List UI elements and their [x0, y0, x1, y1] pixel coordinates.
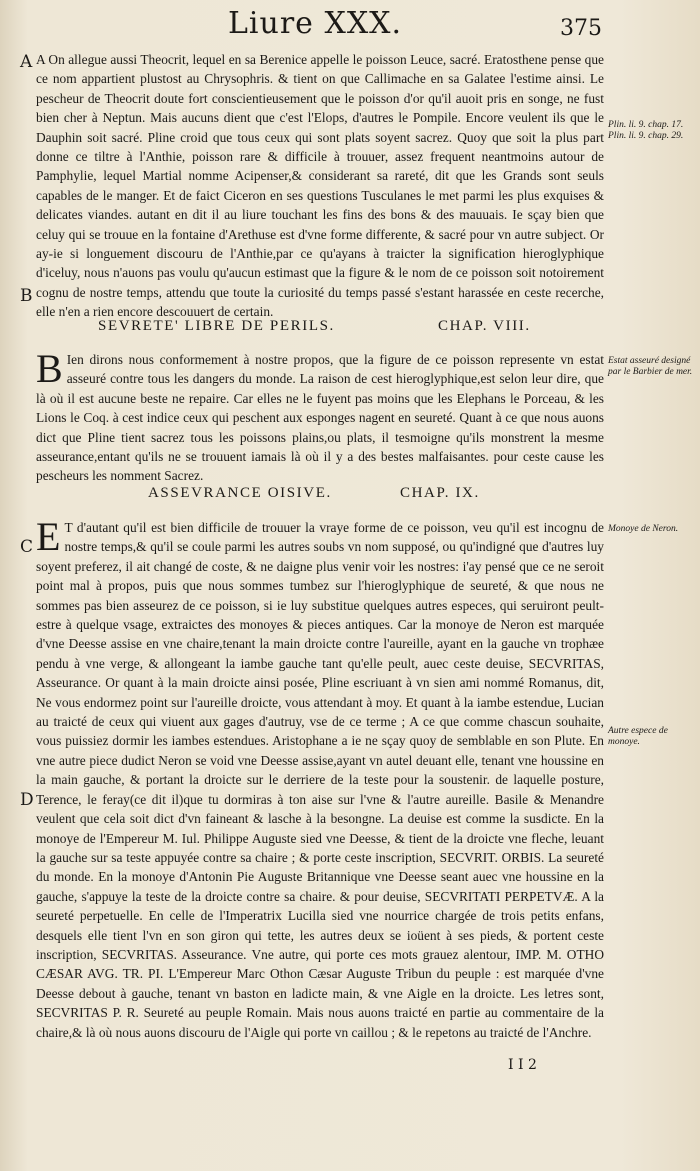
paragraph-text: A On allegue aussi Theocrit, lequel en sa Berenice appelle le poisson Leuce, sacré. Eratosthene pense que ce nom appartient plustost au Chrysophris. & tient on que Callimache en sa Galatee l'estime ainsi. Le pescheur de Theocrit doute fort conscientieusement que le poisson d'or qu'il auoit pris en songe, ne fust bien cher à Neptun. Mais aucuns dient que c'est l'Elops, d'autres le Pompile. Encore veulent ils que le Dauphin soit sacré. Pline croid que tous ceux qui sont plats soyent sacrez. Quoy que soit la plus part donne ce tiltre à l'Anthie, poisson rare & difficile à trouuer, assez frequent neantmoins autour de Pamphylie, lequel Martial nomme Acipenser,& considerant sa rareté, dit que les Grands sont seuls capables de le manger. Et de faict Ciceron en ses questions Tusculanes le met parmi les plus exquises & delicates viandes. autant en dit il au liure touchant les fins des bons & des mauuais. Ie sçay bien que celuy qui se trouue en la fontaine d'Arethuse est d'vne forme differente, & sacré pour vn autre subject. Or ay-ie si longuement discouru de l'Anthie,par ce qu'ayans à traicter la signification hieroglyphique d'iceluy, nous n'auons pas voulu qu'aucun estimast que la figure & le nom de ce poisson soit notoirement cognu de nostre temps, attendu que toute la curiosité du temps passé s'estant harassée en ceste recerche, elle n'en a rien encore descouuert de certain.: [36, 52, 604, 320]
section-heading: ASSEVRANCE OISIVE.: [148, 485, 332, 501]
margin-letter-c: C: [20, 537, 34, 557]
chapter-label: CHAP. IX.: [400, 485, 480, 501]
margin-letter-b: B: [20, 286, 33, 306]
page-header: [0, 4, 700, 44]
side-note-estat: Estat asseuré designé par le Barbier de mer.: [608, 356, 693, 377]
side-note-monoye: Monoye de Neron.: [608, 524, 679, 534]
paragraph-text: T d'autant qu'il est bien difficile de trouuer la vraye forme de ce poisson, veu qu'il est incognu de nostre temps,& qu'il se coule parmi les autres soubs vn nom supposé, ou qu'indigné que d'autres luy soyent preferez, il ait changé de coste, & ne daigne plus venir voir les nostres: i'ay pensé que ce ne seroit point mal à propos, puis que nous sommes tumbez sur l'hieroglyphique de seureté, & que nous ne sommes pas bien asseurez de ce poisson, si ie luy substitue quelques autres especes, qui seruiront peult-estre à quelque vsage, extraictes des monoyes & pieces antiques. Car la monoye de Neron est marquée d'vne Deesse assise en vne chaire,tenant la main droicte contre l'aureille, ayant en la gauche vn trophæe pendu à vne verge, & allongeant la iambe gauche tant qu'elle peult, auec ceste deuise, SECVRITAS, Asseurance. Or quant à la main droicte ainsi posée, Pline escriuant à vn sien ami nommé Romanus, dit, Ne vous endormez point sur l'aureille droicte, vous attendant à moy. Et quant à la iambe estendue, Lucian au traicté de ceux qui viuent aux gages d'autruy, vse de ce terme ; A ce que comme chascun souhaite, vous puissiez dormir les iambes estendues. Aristophane a ie ne sçay quoy de semblable en son Plute. En vne autre piece dudict Neron se void vne Deesse assise,ayant vn autel deuant elle, tenant vne houssine en la main gauche, & portant la droicte sur le derriere de la teste pour la soustenir. de laquelle posture, Terence, le feray(ce dit il)que tu dormiras à ton aise sur l'vne & l'autre aureille. Basile & Menandre veulent que cela soit dict d'vn faineant & lasche à la besongne. La deuise est comme la susdicte. En la monoye de l'Empereur M. Iul. Philippe Auguste sied vne Deesse, & tient de la droicte vne fleche, leuant la gauche sur sa teste appuyée contre sa chaire ; & porte ceste inscription, SECVRIT. ORBIS. La seureté du monde. En la monoye d'Antonin Pie Auguste Britannique vne Deesse seant auec vne houssine en la gauche, s'appuye la teste de la droicte contre sa chaire. & pour deuise, SECVRITATI PERPETVÆ. A la seureté perpetuelle. En celle de l'Imperatrix Lucilla sied vne nourrice chargée de trois petits enfans, desquels elle tient l'vn en son giron qui tette, les autres deux se ioüent à ses pieds, & portent ceste inscription, SECVRITAS. Asseurance. Vne autre, qui porte ces mots grauez alentour, IMP. M. OTHO CÆSAR AVG. TR. PI. L'Empereur Marc Othon Cæsar Auguste Tribun du peuple : est marquée d'vne Deesse debout à gauche, tenant vn baston en ladicte main, & vne Aigle en la droicte. Les letres sont, SECVRITAS P. R. Seureté au peuple Romain. Mais nous auons traicté en partie au commentaire de la chaire,& là où nous auons discouru de l'Aigle qui porte vn caillou ; & le repetons au traicté de l'Anchre.: [36, 520, 604, 1040]
drop-cap: E: [36, 514, 61, 559]
margin-letter-a: A: [20, 52, 33, 72]
paragraph-sevrete: [36, 346, 604, 486]
side-note-pline: Plin. li. 9. chap. 17. Plin. li. 9. chap. 29.: [608, 120, 684, 141]
side-note-autre: Autre espece de monoye.: [608, 726, 668, 747]
drop-cap: B: [36, 346, 63, 391]
running-title: Liure XXX.: [228, 6, 403, 41]
paragraph-intro: [36, 50, 604, 322]
paragraph-text: Ien dirons nous conformement à nostre propos, que la figure de ce poisson represente vn estat asseuré contre tous les dangers du monde. La raison de cest hieroglyphique,est selon leur dire, que là où il est aucune beste ne repaire. Car elles ne le fuyent pas moins que les Elephans le Porceau, & les Lions le Coq. à cest indice ceux qui peschent aux esponges nagent en seureté. Quant à ce que nous auons dict que Pline tient sacrez tous les poissons plains,ou plats, il tesmoigne qu'ils monstrent la mesme asseurance,entant qu'ils ne se trouuent iamais là où il y a des bestes malfaisantes. pour ceste cause les pescheurs les nomment Sacrez.: [36, 352, 604, 484]
section-title-assevrance: [148, 485, 618, 502]
margin-letter-d: D: [20, 790, 34, 810]
section-heading: SEVRETE' LIBRE DE PERILS.: [98, 318, 335, 334]
page-number: 375: [560, 16, 602, 41]
section-title-sevrete: [98, 318, 568, 335]
signature-mark: I I 2: [508, 1057, 537, 1073]
paragraph-assevrance: [36, 514, 604, 1042]
chapter-label: CHAP. VIII.: [438, 318, 531, 334]
